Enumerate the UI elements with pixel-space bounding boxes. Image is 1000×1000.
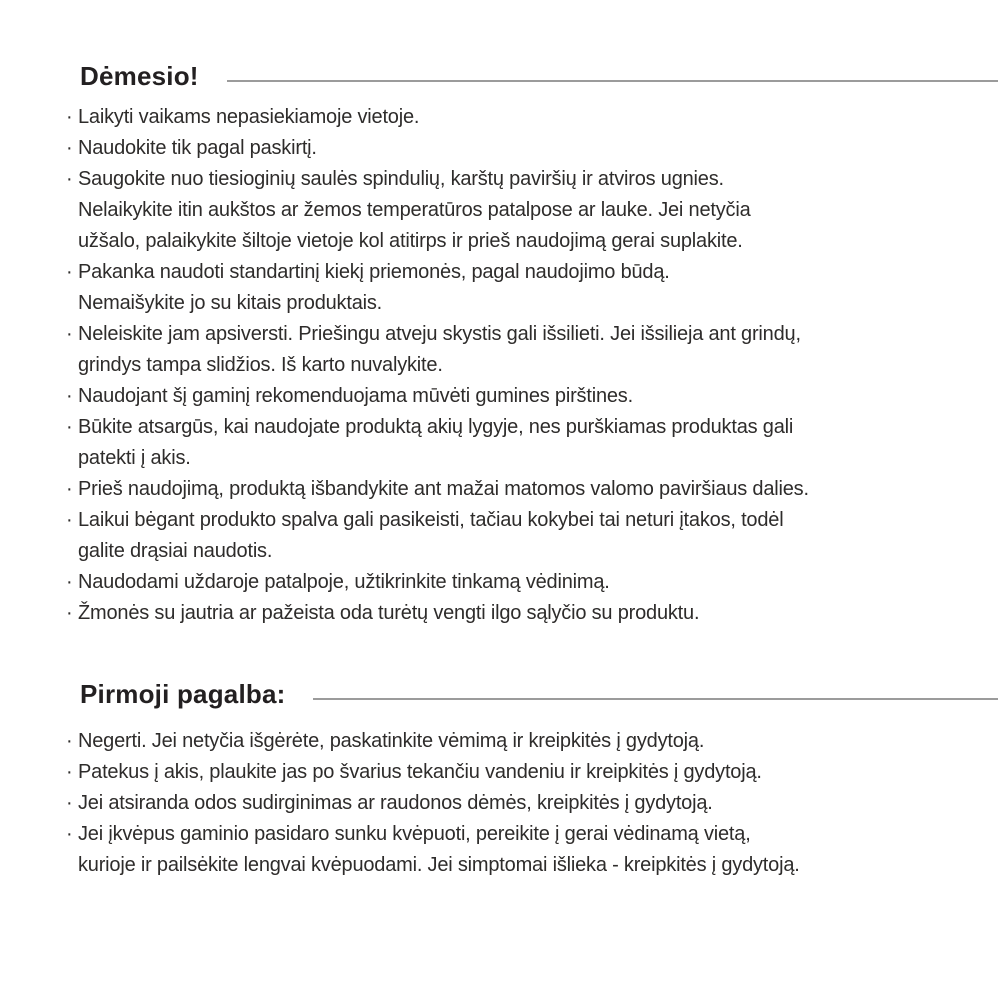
- bullet-icon: ·: [66, 416, 73, 438]
- text-line: patekti į akis.: [78, 447, 191, 469]
- list-item: [66, 257, 1000, 319]
- list-item-text: [78, 257, 1000, 319]
- first-aid-bullet-list: [0, 726, 1000, 881]
- header-rule: [313, 698, 998, 700]
- list-item: [66, 819, 1000, 881]
- text-line: Saugokite nuo tiesioginių saulės spindulių, karštų paviršių ir atviros ugnies.: [78, 168, 724, 190]
- section-first-aid-title: Pirmoji pagalba:: [80, 679, 286, 709]
- text-line: Laikui bėgant produkto spalva gali pasikeisti, tačiau kokybei tai neturi įtakos, todėl: [78, 509, 784, 531]
- list-item-text: [78, 319, 1000, 381]
- text-line: Neleiskite jam apsiversti. Priešingu atveju skystis gali išsilieti. Jei išsilieja ant grindų,: [78, 323, 801, 345]
- bullet-icon: ·: [66, 385, 73, 407]
- list-item: [66, 726, 1000, 757]
- text-line: Jei įkvėpus gaminio pasidaro sunku kvėpuoti, pereikite į gerai vėdinamą vietą,: [78, 823, 751, 845]
- text-line: Naudodami uždaroje patalpoje, užtikrinkite tinkamą vėdinimą.: [78, 571, 610, 593]
- list-item: [66, 567, 1000, 598]
- bullet-icon: ·: [66, 261, 73, 283]
- text-line: Patekus į akis, plaukite jas po švarius tekančiu vandeniu ir kreipkitės į gydytoją.: [78, 761, 762, 783]
- list-item: [66, 505, 1000, 567]
- list-item-text: [78, 819, 1000, 881]
- list-item-text: [78, 474, 1000, 505]
- text-line: Naudokite tik pagal paskirtį.: [78, 137, 317, 159]
- bullet-icon: ·: [66, 823, 73, 845]
- section-warnings-title: Dėmesio!: [80, 61, 199, 91]
- section-first-aid: [0, 680, 1000, 881]
- list-item-text: [78, 505, 1000, 567]
- list-item: [66, 164, 1000, 257]
- list-item: [66, 412, 1000, 474]
- bullet-icon: ·: [66, 571, 73, 593]
- bullet-icon: ·: [66, 137, 73, 159]
- text-line: Prieš naudojimą, produktą išbandykite ant mažai matomos valomo paviršiaus dalies.: [78, 478, 809, 500]
- bullet-icon: ·: [66, 478, 73, 500]
- list-item: [66, 788, 1000, 819]
- list-item-text: [78, 788, 1000, 819]
- list-item-text: [78, 381, 1000, 412]
- section-warnings-header: [80, 62, 998, 90]
- bullet-icon: ·: [66, 792, 73, 814]
- text-line: grindys tampa slidžios. Iš karto nuvalykite.: [78, 354, 443, 376]
- list-item-text: [78, 102, 1000, 133]
- header-rule: [227, 80, 998, 82]
- bullet-icon: ·: [66, 106, 73, 128]
- list-item: [66, 133, 1000, 164]
- list-item: [66, 319, 1000, 381]
- text-line: galite drąsiai naudotis.: [78, 540, 273, 562]
- list-item-text: [78, 757, 1000, 788]
- bullet-icon: ·: [66, 761, 73, 783]
- list-item: [66, 381, 1000, 412]
- list-item-text: [78, 412, 1000, 474]
- text-line: Nelaikykite itin aukštos ar žemos temperatūros patalpose ar lauke. Jei netyčia: [78, 199, 751, 221]
- text-line: kurioje ir pailsėkite lengvai kvėpuodami. Jei simptomai išlieka - kreipkitės į gydytoją.: [78, 854, 800, 876]
- bullet-icon: ·: [66, 323, 73, 345]
- list-item: [66, 757, 1000, 788]
- bullet-icon: ·: [66, 730, 73, 752]
- bullet-icon: ·: [66, 509, 73, 531]
- text-line: Žmonės su jautria ar pažeista oda turėtų vengti ilgo sąlyčio su produktu.: [78, 602, 700, 624]
- list-item-text: [78, 133, 1000, 164]
- list-item: [66, 598, 1000, 629]
- list-item: [66, 102, 1000, 133]
- text-line: Negerti. Jei netyčia išgėrėte, paskatinkite vėmimą ir kreipkitės į gydytoją.: [78, 730, 705, 752]
- text-line: Pakanka naudoti standartinį kiekį priemonės, pagal naudojimo būdą.: [78, 261, 670, 283]
- text-line: Nemaišykite jo su kitais produktais.: [78, 292, 383, 314]
- text-line: Būkite atsargūs, kai naudojate produktą akių lygyje, nes purškiamas produktas gali: [78, 416, 794, 438]
- bullet-icon: ·: [66, 602, 73, 624]
- section-warnings: [0, 62, 1000, 629]
- text-line: Naudojant šį gaminį rekomenduojama mūvėti gumines pirštines.: [78, 385, 633, 407]
- list-item: [66, 474, 1000, 505]
- bullet-icon: ·: [66, 168, 73, 190]
- text-line: užšalo, palaikykite šiltoje vietoje kol atitirps ir prieš naudojimą gerai suplakite.: [78, 230, 743, 252]
- text-line: Jei atsiranda odos sudirginimas ar raudonos dėmės, kreipkitės į gydytoją.: [78, 792, 713, 814]
- list-item-text: [78, 598, 1000, 629]
- warnings-bullet-list: [0, 102, 1000, 629]
- text-line: Laikyti vaikams nepasiekiamoje vietoje.: [78, 106, 420, 128]
- list-item-text: [78, 164, 1000, 257]
- list-item-text: [78, 567, 1000, 598]
- section-first-aid-header: [80, 680, 998, 708]
- list-item-text: [78, 726, 1000, 757]
